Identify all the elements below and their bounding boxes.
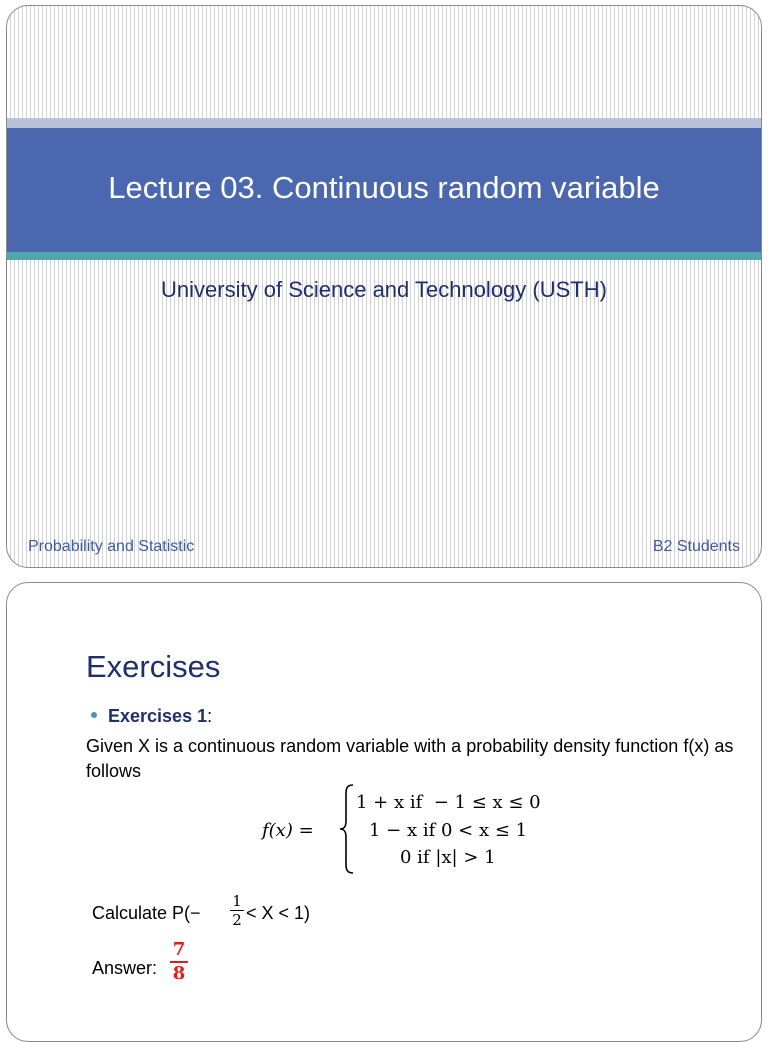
exercise-slide	[6, 582, 762, 1042]
left-brace-icon	[339, 783, 355, 875]
answer-numerator: 7	[170, 939, 188, 963]
case-2: 1 − x if 0 < x ≤ 1	[369, 820, 528, 841]
answer-fraction	[170, 939, 188, 985]
exercise-bullet	[91, 705, 212, 727]
answer-label: Answer:	[92, 958, 158, 978]
answer-denominator: 8	[172, 963, 186, 984]
case-3: 0 if |x| > 1	[400, 847, 496, 868]
slide-title: Lecture 03. Continuous random variable	[108, 170, 660, 205]
exercise-label: Exercises 1	[108, 706, 208, 726]
case-1: 1 + x if − 1 ≤ x ≤ 0	[356, 792, 541, 813]
footer-course: Probability and Statistic	[28, 538, 195, 555]
bullet-dot-icon	[91, 712, 97, 718]
function-lhs: f(x) =	[262, 820, 314, 841]
footer-audience: B2 Students	[652, 538, 740, 555]
calc-suffix: < X < 1)	[246, 903, 311, 923]
title-bottom-band	[7, 252, 761, 260]
title-top-band	[7, 118, 761, 128]
calc-fraction	[230, 892, 244, 929]
exercise-slide-title: Exercises	[86, 649, 221, 684]
calc-fraction-denominator: 2	[232, 911, 242, 929]
slide-subtitle: University of Science and Technology (USTH)	[161, 277, 607, 302]
title-slide	[6, 5, 762, 568]
calc-prefix: Calculate P(−	[92, 903, 201, 923]
calc-fraction-numerator: 1	[230, 892, 244, 911]
exercise-label-colon: :	[207, 706, 213, 726]
exercise-description: Given X is a continuous random variable with a probability density function f(x) as follows	[86, 736, 734, 781]
